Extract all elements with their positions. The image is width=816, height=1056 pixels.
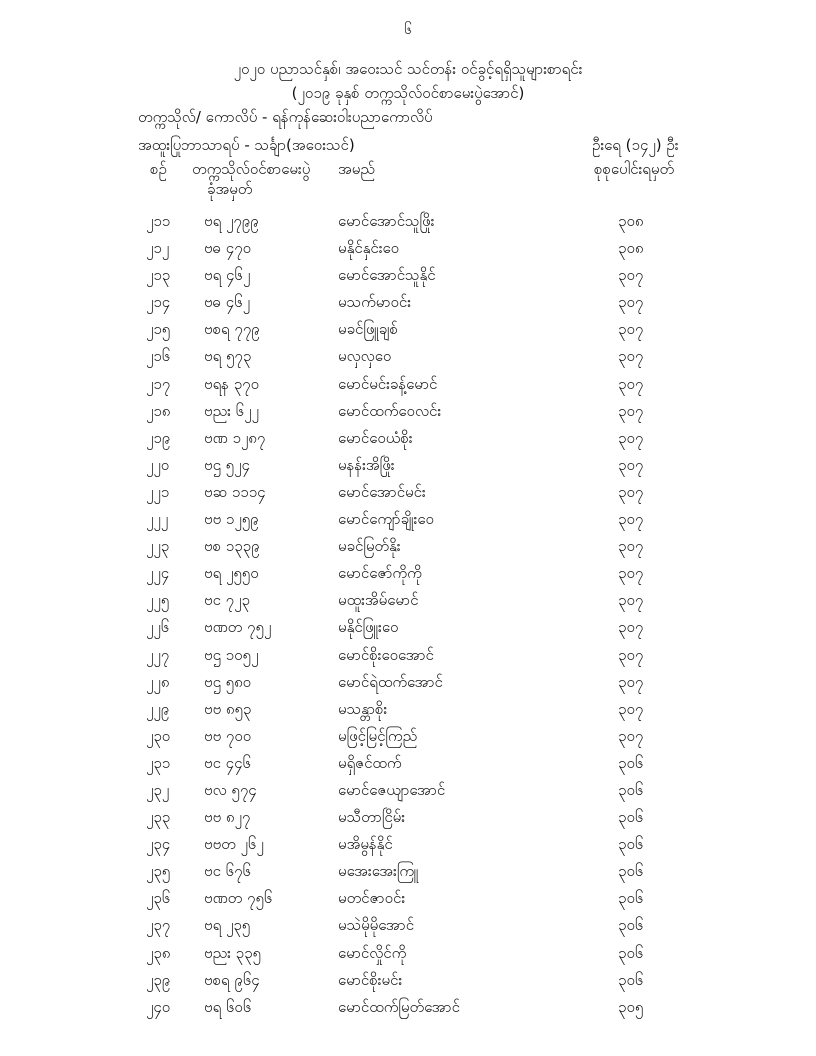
row-number: ၂၁၉	[146, 428, 171, 447]
student-name: မောင်မင်းခန့်မောင်	[338, 374, 438, 393]
table-row	[0, 456, 816, 483]
student-name: မနန်းအိဖြိုး	[338, 455, 395, 474]
row-number: ၂၂၇	[146, 645, 170, 664]
student-name: မလှလှဝေ	[338, 347, 392, 366]
total-marks: ၃၀၇	[618, 293, 644, 312]
row-number: ၂၃၇	[146, 916, 171, 935]
table-row	[0, 944, 816, 971]
passed-count: ဦးရေ (၁၄၂) ဦး	[592, 136, 679, 154]
student-name: မောင်အောင်မင်း	[338, 482, 426, 501]
table-row	[0, 375, 816, 402]
row-number: ၂၃၂	[146, 780, 170, 799]
roll-number: ဗဗ ၁၂၅၉	[204, 510, 259, 529]
total-marks: ၃၀၇	[618, 537, 644, 556]
table-row	[0, 835, 816, 862]
roll-number: ဗရ ၅၇၃	[204, 347, 252, 366]
roll-number: ဗဏ ၁၂၈၇	[204, 428, 266, 447]
row-number: ၂၃၄	[146, 835, 171, 854]
table-row	[0, 916, 816, 943]
table-row	[0, 564, 816, 591]
table-row	[0, 402, 816, 429]
student-name: မောင်စိုးဝေအောင်	[338, 645, 434, 664]
row-number: ၂၁၄	[146, 293, 171, 312]
student-name: မောင်အောင်သူဖြိုး	[338, 212, 435, 230]
row-number: ၂၁၂	[146, 239, 170, 258]
table-row	[0, 212, 816, 239]
roll-number: ဗဓ ၄၇၀	[204, 239, 252, 258]
row-number: ၂၁၇	[146, 374, 171, 393]
list-subtitle: (၂၀၁၉ ခုနှစ် တက္ကသိုလ်ဝင်စာမေးပွဲအောင်)	[291, 84, 525, 102]
table-row	[0, 320, 816, 347]
list-title: ၂၀၂၀ ပညာသင်နှစ်၊ အဝေးသင် သင်တန်း ဝင်ခွင့်ရရှိသူများစာရင်း	[233, 60, 583, 78]
row-number: ၂၃၃	[146, 808, 171, 827]
row-number: ၂၂၂	[146, 510, 169, 529]
student-name: မနိုင်ဖြူးဝေ	[338, 618, 399, 637]
row-number: ၂၁၃	[146, 266, 171, 285]
column-header-name: အမည်	[338, 160, 375, 178]
table-row	[0, 266, 816, 293]
table-row	[0, 673, 816, 700]
total-marks: ၃၀၇	[618, 320, 644, 339]
student-name: မောင်ဝေယံစိုး	[338, 428, 413, 447]
roll-number: ဗညး ၆၂၂	[204, 401, 259, 420]
roll-number: ဗစရ ၇၇၉	[204, 320, 260, 339]
total-marks: ၃၀၆	[618, 753, 644, 772]
table-row	[0, 754, 816, 781]
table-row	[0, 646, 816, 673]
total-marks: ၃၀၇	[618, 428, 644, 447]
column-header-no: စဉ်	[150, 160, 167, 178]
table-row	[0, 591, 816, 618]
roll-number: ဗညး ၃၃၅	[204, 943, 261, 962]
roll-number: ဗဏတ ၇၅၆	[204, 889, 273, 908]
row-number: ၂၃၉	[146, 970, 171, 989]
table-row	[0, 618, 816, 645]
roll-number: ဗရ ၄၆၂	[204, 266, 251, 285]
student-name: မောင်ဇေယျာအောင်	[338, 780, 446, 799]
roll-number: ဗဗ ၇၀၀	[204, 726, 252, 745]
student-name: မရှိဇင်ထက်	[338, 753, 402, 772]
roll-number: ဗင ၇၂၃	[204, 591, 250, 610]
row-number: ၂၂၄	[146, 564, 170, 583]
table-row	[0, 537, 816, 564]
roll-number: ဗင ၄၄၆	[204, 753, 251, 772]
student-name: မခင်ဖြူချစ်	[338, 320, 398, 339]
table-row	[0, 971, 816, 998]
row-number: ၂၁၆	[146, 347, 171, 366]
row-number: ၂၃၈	[146, 943, 171, 962]
roll-number: ဗဓ ၄၆၂	[204, 293, 251, 312]
roll-number: ဗင ၆၇၆	[204, 862, 251, 881]
student-name: မောင်အောင်သူနိုင်	[338, 266, 436, 285]
roll-number: ဗဏတ ၇၅၂	[204, 618, 272, 637]
total-marks: ၃၀၇	[618, 455, 644, 474]
roll-number: ဗရ ၂၅၅၀	[204, 564, 259, 583]
table-row	[0, 889, 816, 916]
total-marks: ၃၀၇	[618, 482, 644, 501]
roll-number: ဗလ ၅၇၄	[204, 780, 257, 799]
roll-number: ဗရန ၃၇၀	[204, 374, 260, 393]
roll-number: ဗဌ ၅၂၄	[204, 455, 250, 474]
student-name: မထူးအိမ်မောင်	[338, 591, 419, 610]
table-row	[0, 781, 816, 808]
total-marks: ၃၀၇	[618, 374, 644, 393]
total-marks: ၃၀၇	[618, 726, 644, 745]
total-marks: ၃၀၇	[618, 564, 644, 583]
row-number: ၂၂၁	[146, 482, 170, 501]
subject-line: အထူးပြုဘာသာရပ် - သင်္ချာ(အဝေးသင်)	[138, 136, 355, 154]
student-name: မဖြင့်မြင့်ကြည်	[338, 726, 418, 745]
row-number: ၂၃၅	[146, 862, 171, 881]
student-name: မနိုင်နှင်းဝေ	[338, 239, 400, 258]
results-table	[0, 212, 816, 1025]
student-name: မသီတာငြိမ်း	[338, 808, 406, 827]
university-line: တက္ကသိုလ်/ ကောလိပ် - ရန်ကုန်ဆေးဝါးပညာကောလိပ်	[138, 108, 433, 126]
table-row	[0, 510, 816, 537]
total-marks: ၃၀၇	[618, 510, 644, 529]
roll-number: ဗဌ ၁၀၅၂	[204, 645, 259, 664]
roll-number: ဗဆ ၁၁၁၄	[204, 482, 266, 501]
student-name: မောင်ရဲထက်အောင်	[338, 672, 443, 691]
table-row	[0, 239, 816, 266]
table-row	[0, 862, 816, 889]
row-number: ၂၁၁	[146, 212, 171, 230]
table-row	[0, 347, 816, 374]
total-marks: ၃၀၅	[618, 997, 644, 1016]
row-number: ၂၂၉	[146, 699, 170, 718]
total-marks: ၃၀၆	[618, 970, 644, 989]
table-row	[0, 700, 816, 727]
row-number: ၂၂၀	[146, 455, 170, 474]
total-marks: ၃၀၇	[618, 699, 644, 718]
roll-number: ဗရ ၂၃၅	[204, 916, 251, 935]
row-number: ၂၂၆	[146, 618, 170, 637]
student-name: မောင်စိုးမင်း	[338, 970, 403, 989]
student-name: မအိမွန်နိုင်	[338, 835, 393, 854]
total-marks: ၃၀၇	[618, 266, 644, 285]
total-marks: ၃၀၇	[618, 591, 644, 610]
roll-number: ဗစ ၁၃၃၉	[204, 537, 260, 556]
total-marks: ၃၀၇	[618, 618, 644, 637]
student-name: မောင်ထက်ဝေလင်း	[338, 401, 442, 420]
total-marks: ၃၀၇	[618, 672, 644, 691]
page-number: ၆	[404, 22, 412, 38]
student-name: မသဲမိုမိုအောင်	[338, 916, 415, 935]
row-number: ၂၄၀	[146, 997, 171, 1016]
student-name: မသက်မာဝင်း	[338, 293, 412, 312]
roll-number: ဗစရ ၉၆၄	[204, 970, 260, 989]
column-header-roll: တက္ကသိုလ်ဝင်စာမေးပွဲ	[192, 160, 311, 178]
roll-number: ဗဗတ ၂၆၂	[204, 835, 264, 854]
table-row	[0, 293, 816, 320]
row-number: ၂၃၀	[146, 726, 171, 745]
table-row	[0, 483, 816, 510]
student-name: မသန္တာစိုး	[338, 699, 388, 718]
column-header-marks: စုစုပေါင်းရမှတ်	[594, 160, 675, 178]
roll-number: ဗရ ၆၀၆	[204, 997, 252, 1016]
row-number: ၂၁၅	[146, 320, 171, 339]
column-header-roll-line2: ခုံအမှတ်	[207, 180, 253, 198]
total-marks: ၃၀၈	[618, 239, 644, 258]
row-number: ၂၂၈	[146, 672, 170, 691]
student-name: မခင်မြတ်နိုး	[338, 537, 401, 556]
table-row	[0, 998, 816, 1025]
roll-number: ဗဌ ၅၈၀	[204, 672, 252, 691]
total-marks: ၃၀၆	[618, 808, 644, 827]
row-number: ၂၁၈	[146, 401, 171, 420]
student-name: မောင်ကျော်ချိုးဝေ	[338, 510, 434, 529]
total-marks: ၃၀၇	[618, 645, 644, 664]
row-number: ၂၃၁	[146, 753, 171, 772]
student-name: မောင်လှိုင်ကို	[338, 943, 407, 962]
student-name: မောင်ဇော်ကိုကို	[338, 564, 422, 583]
student-name: မအေးအေးကြူ	[338, 862, 419, 881]
total-marks: ၃၀၆	[618, 943, 644, 962]
total-marks: ၃၀၆	[618, 889, 644, 908]
student-name: မတင်ဇာဝင်း	[338, 889, 406, 908]
row-number: ၂၂၃	[146, 537, 170, 556]
table-row	[0, 429, 816, 456]
total-marks: ၃၀၇	[618, 401, 644, 420]
roll-number: ဗဗ ၈၂၇	[204, 808, 251, 827]
table-row	[0, 808, 816, 835]
total-marks: ၃၀၈	[618, 212, 644, 230]
total-marks: ၃၀၆	[618, 780, 644, 799]
student-name: မောင်ထက်မြတ်အောင်	[338, 997, 460, 1016]
table-row	[0, 727, 816, 754]
roll-number: ဗရ ၂၇၉၉	[204, 212, 259, 230]
total-marks: ၃၀၆	[618, 835, 644, 854]
roll-number: ဗဗ ၈၅၃	[204, 699, 252, 718]
total-marks: ၃၀၆	[618, 862, 644, 881]
total-marks: ၃၀၆	[618, 916, 644, 935]
row-number: ၂၂၅	[146, 591, 170, 610]
total-marks: ၃၀၇	[618, 347, 644, 366]
row-number: ၂၃၆	[146, 889, 171, 908]
